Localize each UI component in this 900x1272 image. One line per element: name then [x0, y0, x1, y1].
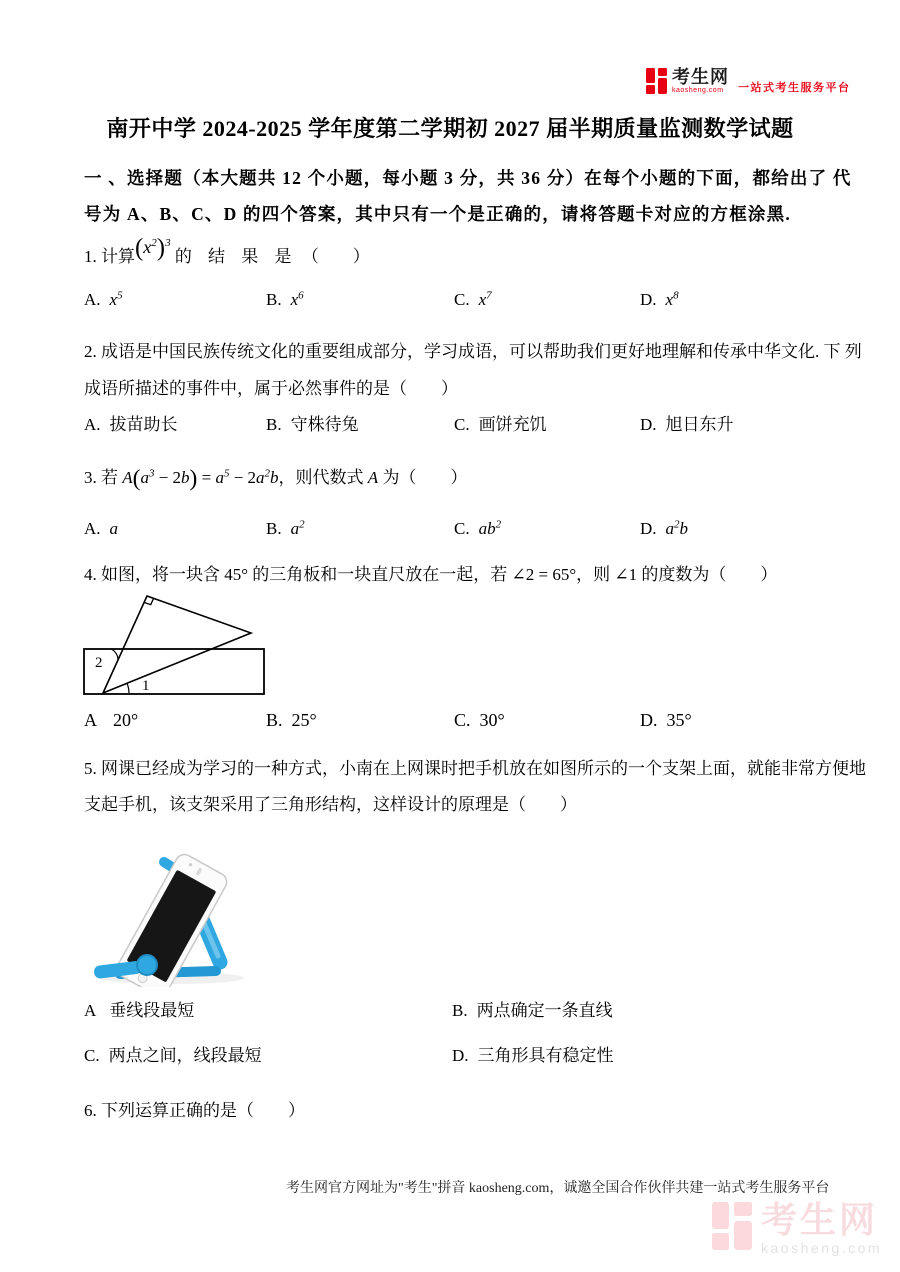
- q5-option-b: B. 两点确定一条直线: [452, 1001, 613, 1020]
- q3-option-b: B. $a^2$: [266, 518, 305, 538]
- q3-option-d: D. $a^2b$: [640, 518, 689, 538]
- q4-option-c: C. 30°: [454, 710, 505, 730]
- watermark-text-block: [761, 1199, 883, 1256]
- question-6-stem: 6. 下列运算正确的是（ ）: [84, 1101, 305, 1120]
- page-title: 南开中学 2024-2025 学年度第二学期初 2027 届半期质量监测数学试题: [106, 116, 794, 141]
- question-5-stem-line1: 5. 网课已经成为学习的一种方式，小南在上网课时把手机放在如图所示的一个支架上面，就能非常方便地: [84, 759, 866, 778]
- q2-option-c: C. 画饼充饥: [454, 415, 547, 434]
- watermark-brand-domain: kaosheng.com: [761, 1240, 883, 1256]
- q1-option-d: D. $x^8$: [640, 289, 679, 309]
- footer-note: 考生网官方网址为"考生"拼音 kaosheng.com，诚邀全国合作伙伴共建一站式考生服务平台: [286, 1181, 830, 1196]
- brand-tagline: 一站式考生服务平台: [738, 82, 851, 94]
- question-3-stem: 3. 若 $A(a^3 - 2b) = a^5 - 2a^2b$，则代数式 A 为（ ）: [84, 465, 468, 492]
- q5-option-d: D. 三角形具有稳定性: [452, 1046, 614, 1065]
- q5-option-a: A 垂线段最短: [84, 1001, 195, 1020]
- question-4-stem: 4. 如图，将一块含 45° 的三角板和一块直尺放在一起，若 ∠2 = 65°，则 ∠1 的度数为（ ）: [84, 565, 778, 584]
- watermark: [712, 1199, 883, 1256]
- q1-answer-blank: （ ）: [301, 247, 370, 266]
- brand-text-block: [672, 68, 729, 95]
- kaosheng-logo-icon: [646, 68, 667, 94]
- q1-stem-suffix: 的 结 果 是: [174, 247, 298, 266]
- section-intro-line2: 号为 A、B、C、D 的四个答案，其中只有一个是正确的，请将答题卡对应的方框涂黑.: [84, 204, 791, 224]
- q4-option-d: D. 35°: [640, 710, 692, 730]
- q5-option-c: C. 两点之间，线段最短: [84, 1046, 262, 1065]
- question-2-stem-line1: 2. 成语是中国民族传统文化的重要组成部分，学习成语，可以帮助我们更好地理解和传承中华文化. 下 列: [84, 342, 862, 361]
- q2-option-b: B. 守株待兔: [266, 415, 359, 434]
- q1-stem-prefix: 1. 计算: [84, 247, 135, 266]
- q1-option-b: B. $x^6$: [266, 289, 304, 309]
- angle-2-label: 2: [95, 655, 103, 671]
- brand-name: 考生网: [672, 67, 729, 87]
- question-5-stem-line2: 支起手机，该支架采用了三角形结构，这样设计的原理是（ ）: [84, 795, 577, 814]
- q2-option-a: A. 拔苗助长: [84, 415, 178, 434]
- brand-domain: kaosheng.com: [672, 87, 724, 94]
- q1-option-a: A. $x^5$: [84, 289, 123, 309]
- q1-formula: $(x^2)^3$: [135, 234, 171, 262]
- question-1-stem: [84, 234, 370, 269]
- section-intro-line1: 一 、选择题（本大题共 12 个小题，每小题 3 分，共 36 分）在每个小题的下面，都给出了 代: [84, 168, 852, 188]
- ruler-triangle-figure: [80, 585, 280, 705]
- angle-1-label: 1: [142, 678, 150, 694]
- q4-option-b: B. 25°: [266, 710, 317, 730]
- watermark-brand-name: 考生网: [761, 1199, 879, 1240]
- phone-stand-photo: [84, 832, 254, 987]
- q4-option-a: A 20°: [84, 710, 139, 730]
- question-2-stem-line2: 成语所描述的事件中，属于必然事件的是（ ）: [84, 379, 458, 398]
- q1-option-c: C. $x^7$: [454, 289, 492, 309]
- q2-option-d: D. 旭日东升: [640, 415, 734, 434]
- header-logo: [646, 68, 851, 95]
- q3-option-a: A. a: [84, 519, 119, 538]
- q3-option-c: C. $ab^2$: [454, 518, 502, 538]
- kaosheng-watermark-icon: [712, 1202, 752, 1250]
